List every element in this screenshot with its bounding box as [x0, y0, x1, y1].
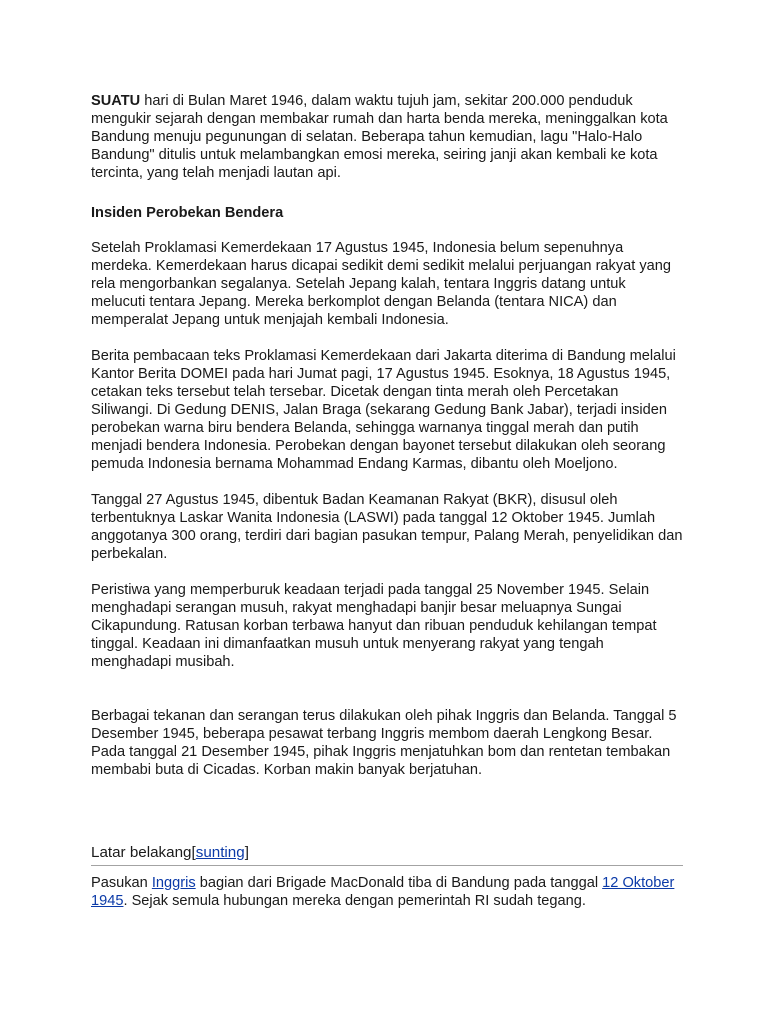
paragraph-pasukan — [91, 874, 683, 910]
edit-bracket-open: [ — [191, 844, 196, 861]
edit-section-link[interactable]: sunting — [195, 844, 245, 861]
section-title-text: Latar belakang — [91, 844, 192, 861]
intro-text: hari di Bulan Maret 1946, dalam waktu tujuh jam, sekitar 200.000 penduduk mengukir sejarah dengan membakar rumah dan harta benda mereka, meninggalkan kota Bandung menuju pegunungan di selatan. Beberapa tahun kemudian, lagu "Halo-Halo Bandung" ditulis untuk melambangkan emosi mereka, seiring janji akan kembali ke kota tercinta, yang telah menjadi lautan api. — [91, 93, 668, 181]
paragraph-bkr: Tanggal 27 Agustus 1945, dibentuk Badan Keamanan Rakyat (BKR), disusul oleh terbentuknya Laskar Wanita Indonesia (LASWI) pada tanggal 12 Oktober 1945. Jumlah anggotanya 300 orang, terdiri dari bagian pasukan tempur, Palang Merah, penyelidikan dan perbekalan. — [91, 492, 683, 562]
intro-lead-word: SUATU — [91, 93, 141, 109]
paragraph-banjir: Peristiwa yang memperburuk keadaan terjadi pada tanggal 25 November 1945. Selain menghadapi serangan musuh, rakyat menghadapi banjir besar meluapnya Sungai Cikapundung. Ratusan korban terbawa hanyut dan ribuan penduduk kehilangan tempat tinggal. Keadaan ini dimanfaatkan musuh untuk menyerang rakyat yang tengah menghadapi musibah. — [91, 582, 657, 670]
paragraph-serangan: Berbagai tekanan dan serangan terus dilakukan oleh pihak Inggris dan Belanda. Tanggal 5 Desember 1945, beberapa pesawat terbang Inggris membom daerah Lengkong Besar. Pada tanggal 21 Desember 1945, pihak Inggris menjatuhkan bom dan rentetan tembakan membabi buta di Cicadas. Korban makin banyak berjatuhan. — [91, 708, 677, 778]
document-page — [91, 92, 683, 910]
pasukan-text-1: Pasukan — [91, 875, 152, 891]
intro-paragraph — [91, 92, 683, 182]
section-heading: Insiden Perobekan Bendera — [91, 205, 284, 221]
pasukan-text-4: . Sejak semula hubungan mereka dengan pemerintah RI sudah tegang. — [123, 893, 586, 909]
year-link[interactable]: 1945 — [91, 893, 124, 909]
date-link[interactable]: 12 Oktober — [602, 875, 675, 891]
paragraph-proklamasi: Setelah Proklamasi Kemerdekaan 17 Agustus 1945, Indonesia belum sepenuhnya merdeka. Kemerdekaan harus dicapai sedikit demi sedikit melalui perjuangan rakyat yang rela mengorbankan segalanya. Setelah Jepang kalah, tentara Inggris datang untuk melucuti tentara Jepang. Mereka berkomplot dengan Belanda (tentara NICA) dan memperalat Jepang untuk menjajah kembali Indonesia. — [91, 240, 672, 328]
inggris-link[interactable]: Inggris — [151, 875, 196, 891]
pasukan-text-2: bagian dari Brigade MacDonald tiba di Bandung pada tanggal — [195, 875, 603, 891]
edit-bracket-close: ] — [244, 844, 249, 861]
section-title-latar-belakang — [91, 844, 683, 866]
paragraph-berita: Berita pembacaan teks Proklamasi Kemerdekaan dari Jakarta diterima di Bandung melalui Kantor Berita DOMEI pada hari Jumat pagi, 17 Agustus 1945. Esoknya, 18 Agustus 1945, cetakan teks tersebut telah tersebar. Dicetak dengan tinta merah oleh Percetakan Siliwangi. Di Gedung DENIS, Jalan Braga (sekarang Gedung Bank Jabar), terjadi insiden perobekan warna biru bendera Belanda, sehingga warnanya tinggal merah dan putih menjadi bendera Indonesia. Perobekan dengan bayonet tersebut dilakukan oleh seorang pemuda Indonesia bernama Mohammad Endang Karmas, dibantu oleh Moeljono. — [91, 348, 676, 472]
